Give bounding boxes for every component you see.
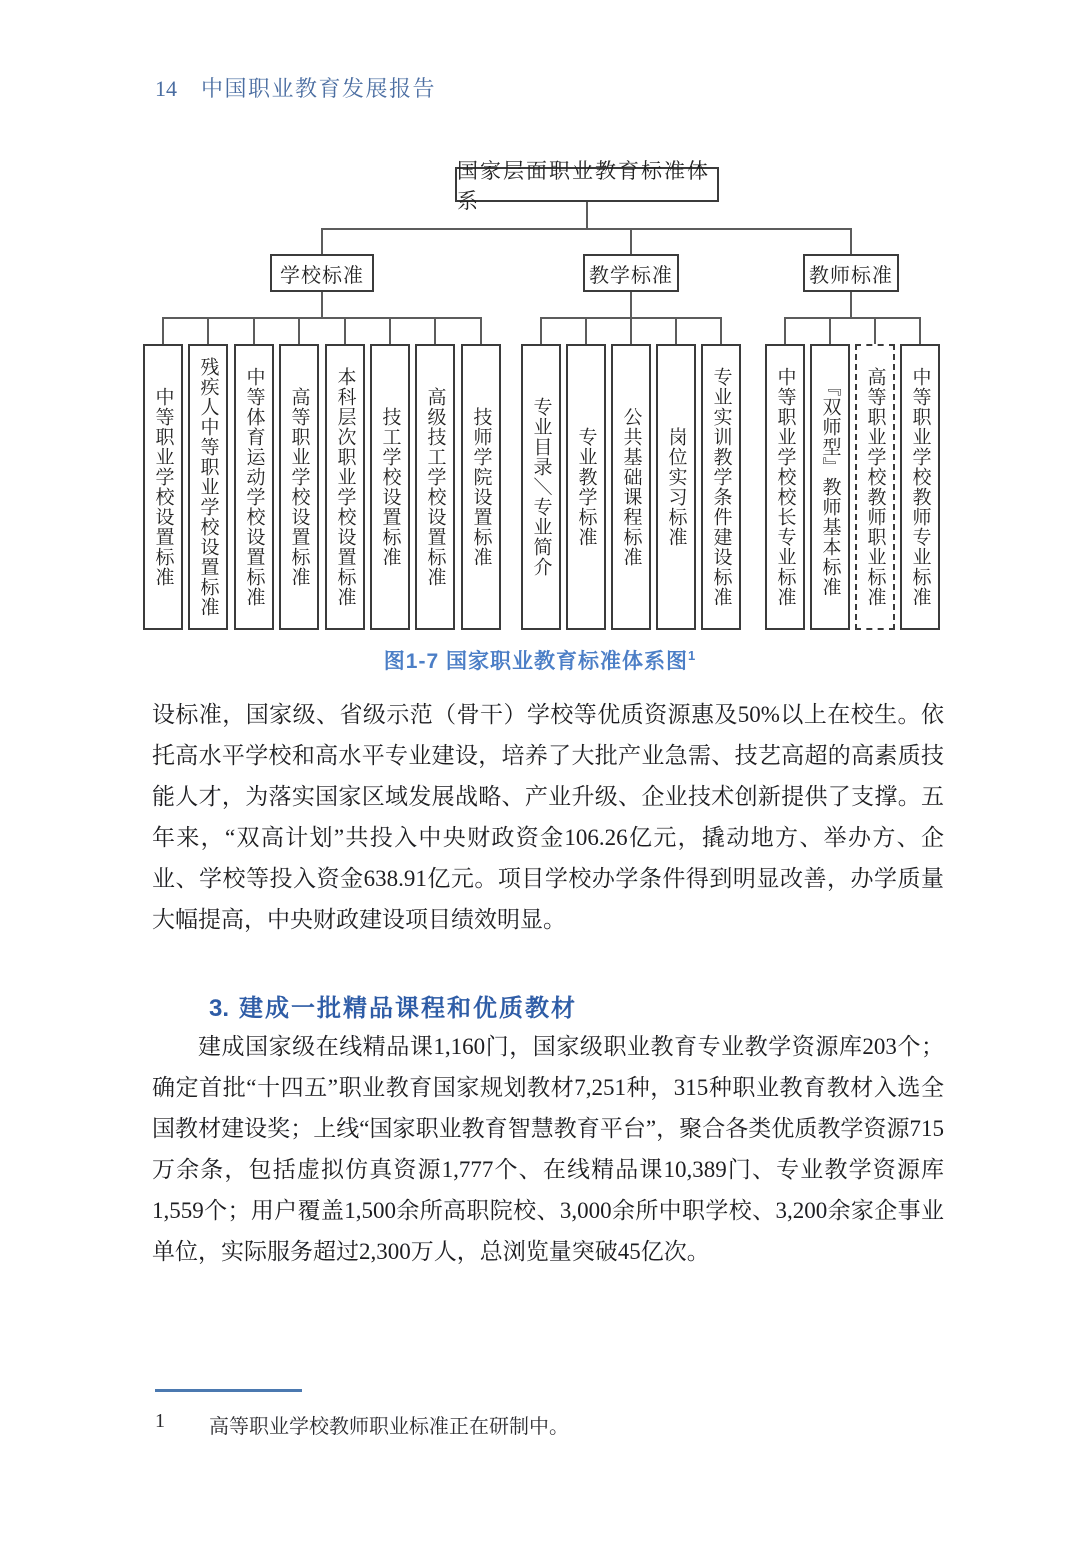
chart-leaf-node: 高等职业学校设置标准 — [279, 344, 319, 630]
chart-leaf-node: 『双师型』教师基本标准 — [810, 344, 850, 630]
connector-leaf-drop — [784, 318, 786, 344]
connector-leaf-drop — [919, 318, 921, 344]
chart-branch-teacher-standards: 教师标准 — [803, 254, 899, 292]
connector-leaf-drop — [298, 318, 300, 344]
connector-branch1-drop — [321, 229, 323, 254]
chart-root-node: 国家层面职业教育标准体系 — [455, 167, 719, 202]
connector-leaf-drop — [675, 318, 677, 344]
figure-caption — [0, 645, 1080, 675]
figure-caption-text: 图1-7 国家职业教育标准体系图 — [383, 650, 688, 673]
page-number: 14 — [155, 76, 177, 101]
body-paragraph-2: 建成国家级在线精品课1,160门，国家级职业教育专业教学资源库203个；确定首批“十四五”职业教育国家规划教材7,251种，315种职业教育教材入选全国教材建设奖；上线“国家职业教育智慧教育平台”，聚合各类优质教学资源715万余条，包括虚拟仿真资源1,777个、在线精品课10,389门、专业教学资源库1,559个；用户覆盖1,500余所高职院校、3,000余所中职学校、3,200余家企事业单位，实际服务超过2,300万人，总浏览量突破45亿次。 — [152, 1034, 944, 1264]
chart-leaf-node: 岗位实习标准 — [656, 344, 696, 630]
connector-branch3-stem — [850, 292, 852, 318]
connector-leaf-drop — [207, 318, 209, 344]
footnote — [155, 1410, 569, 1439]
chart-leaf-node: 专业教学标准 — [566, 344, 606, 630]
body-paragraph-1: 设标准，国家级、省级示范（骨干）学校等优质资源惠及50%以上在校生。依托高水平学校和高水平专业建设，培养了大批产业急需、技艺高超的高素质技能人才，为落实国家区域发展战略、产业升级、企业技术创新提供了支撑。五年来，“双高计划”共投入中央财政资金106.26亿元，撬动地方、举办方、企业、学校等投入资金638.91亿元。项目学校办学条件得到明显改善，办学质量大幅提高，中央财政建设项目绩效明显。 — [152, 702, 944, 932]
chart-leaf-node: 本科层次职业学校设置标准 — [325, 344, 365, 630]
connector-leaf-drop — [480, 318, 482, 344]
connector-group3-horizontal — [784, 317, 921, 319]
connector-branch3-drop — [850, 229, 852, 254]
chart-leaf-node: 中等职业学校设置标准 — [143, 344, 183, 630]
chart-leaf-node: 中等体育运动学校设置标准 — [234, 344, 274, 630]
chart-branch-teaching-standards: 教学标准 — [583, 254, 679, 292]
chart-leaf-node: 中等职业学校教师专业标准 — [900, 344, 940, 630]
chart-branch-school-standards: 学校标准 — [270, 254, 374, 292]
chart-leaf-node: 专业目录＼专业简介 — [521, 344, 561, 630]
connector-leaf-drop — [874, 318, 876, 344]
report-title: 中国职业教育发展报告 — [201, 76, 437, 101]
connector-branch2-drop — [630, 229, 632, 254]
chart-leaf-node: 残疾人中等职业学校设置标准 — [188, 344, 228, 630]
footnote-divider — [155, 1389, 302, 1392]
chart-leaf-node: 专业实训教学条件建设标准 — [701, 344, 741, 630]
footnote-reference: 1 — [687, 648, 697, 663]
connector-leaf-drop — [585, 318, 587, 344]
chart-leaf-node: 公共基础课程标准 — [611, 344, 651, 630]
section-heading-number: 3. — [209, 995, 230, 1022]
chart-leaf-node: 技工学校设置标准 — [370, 344, 410, 630]
footnote-marker: 1 — [155, 1410, 165, 1432]
chart-leaf-node-in-development: 高等职业学校教师职业标准 — [855, 344, 895, 630]
chart-leaf-node: 技师学院设置标准 — [461, 344, 501, 630]
connector-leaf-drop — [434, 318, 436, 344]
section-heading — [152, 988, 577, 1023]
connector-branch2-stem — [630, 292, 632, 318]
connector-leaf-drop — [389, 318, 391, 344]
connector-branch1-stem — [321, 292, 323, 318]
connector-leaf-drop — [540, 318, 542, 344]
connector-leaf-drop — [344, 318, 346, 344]
connector-leaf-drop — [253, 318, 255, 344]
connector-leaf-drop — [720, 318, 722, 344]
section-heading-title: 建成一批精品课程和优质教材 — [239, 995, 578, 1022]
connector-leaf-drop — [630, 318, 632, 344]
standards-system-diagram — [0, 0, 1080, 700]
chart-leaf-node: 中等职业学校校长专业标准 — [765, 344, 805, 630]
connector-leaf-drop — [162, 318, 164, 344]
footnote-text: 高等职业学校教师职业标准正在研制中。 — [209, 1416, 569, 1438]
chart-leaf-node: 高级技工学校设置标准 — [415, 344, 455, 630]
connector-leaf-drop — [829, 318, 831, 344]
connector-main-horizontal — [321, 228, 852, 230]
